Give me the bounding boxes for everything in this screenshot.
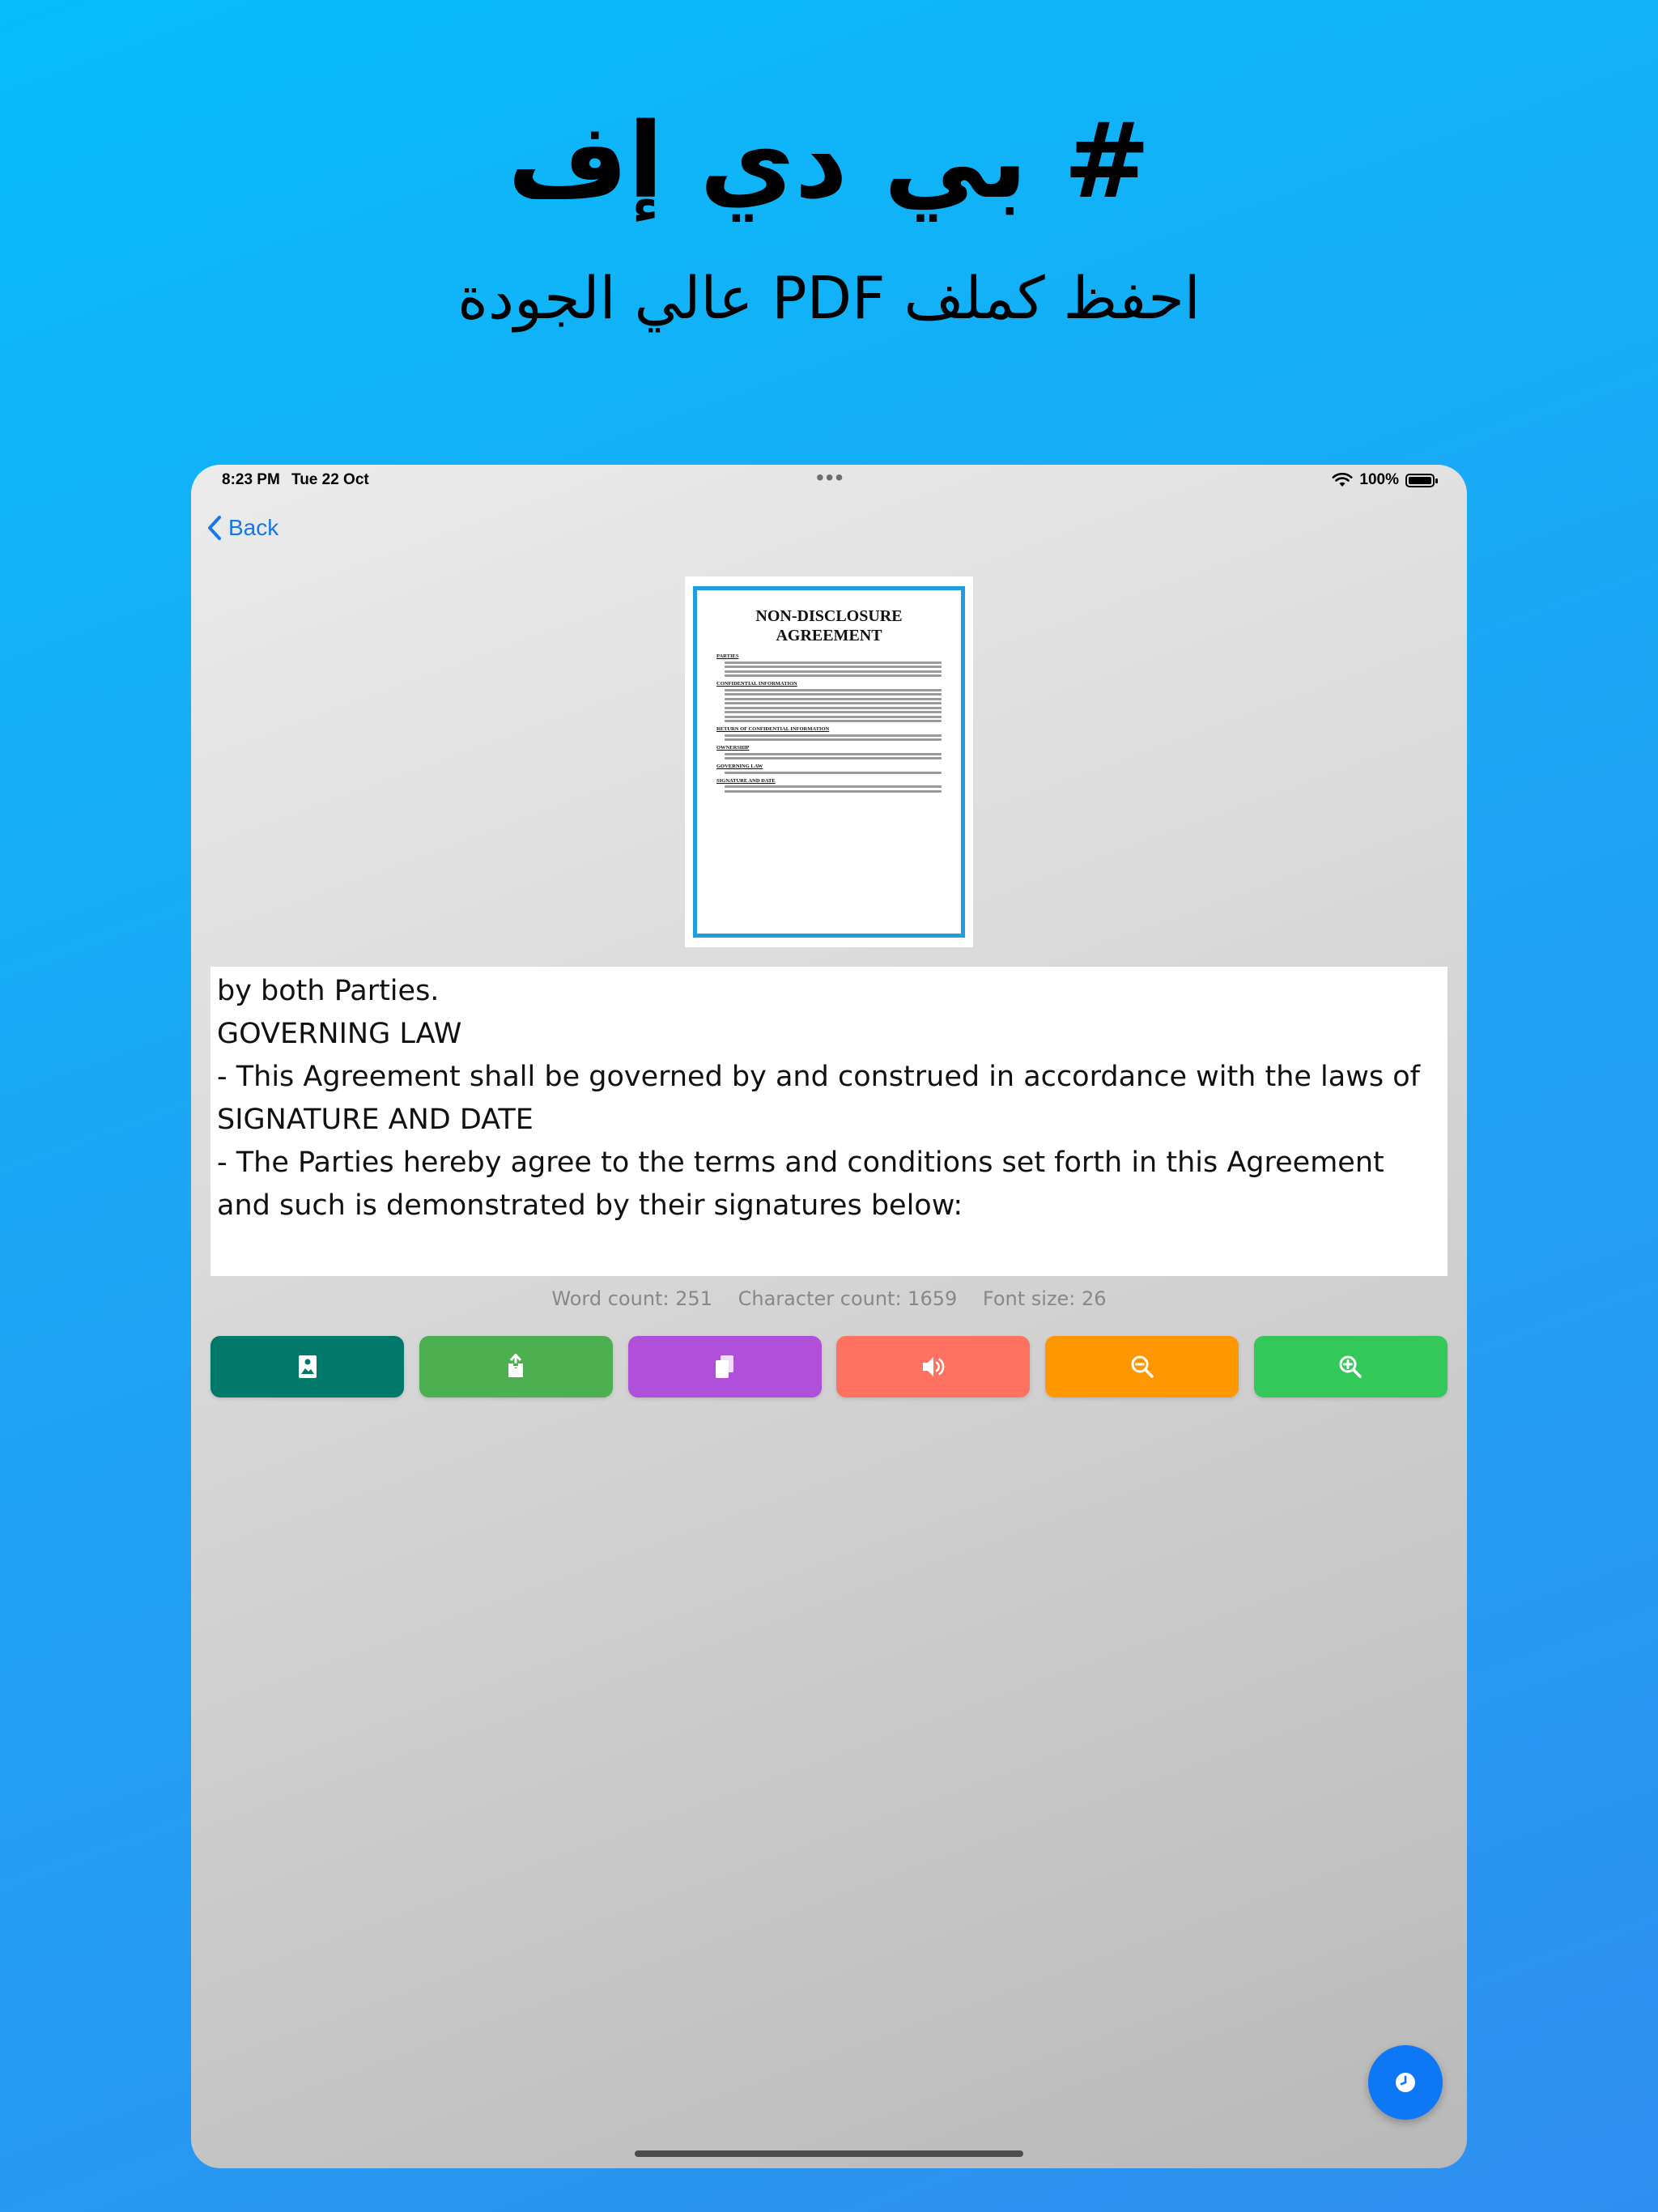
pdf-title [716, 606, 942, 645]
zoom-out-icon [1129, 1353, 1156, 1380]
font-size-readout: Font size: 26 [982, 1287, 1107, 1310]
read-aloud-button[interactable] [836, 1336, 1030, 1397]
extracted-text-area[interactable] [210, 967, 1448, 1276]
status-indicators [1332, 471, 1435, 489]
zoom-in-icon [1337, 1353, 1364, 1380]
history-fab-button[interactable] [1368, 2045, 1443, 2120]
pdf-section-heading: GOVERNING LAW [716, 764, 763, 769]
pdf-section-heading: SIGNATURE AND DATE [716, 777, 776, 784]
promo-title: # بي دي إف [507, 101, 1151, 222]
copy-icon [711, 1353, 738, 1380]
word-count: Word count: 251 [551, 1287, 712, 1310]
text-line: - The Parties hereby agree to the terms and conditions set forth in this Agreement and such is demonstrated by their signatures below: [217, 1146, 1384, 1222]
share-icon [502, 1353, 529, 1380]
battery-icon [1405, 474, 1435, 487]
status-date: Tue 22 Oct [291, 471, 369, 488]
pdf-section-heading: RETURN OF CONFIDENTIAL INFORMATION [716, 726, 830, 732]
speaker-icon [920, 1353, 947, 1380]
zoom-out-button[interactable] [1045, 1336, 1239, 1397]
zoom-in-button[interactable] [1254, 1336, 1448, 1397]
wifi-icon [1332, 473, 1353, 487]
pdf-title-line-1: NON-DISCLOSURE [755, 607, 903, 625]
text-line: GOVERNING LAW [217, 1018, 462, 1050]
pdf-page-frame [693, 586, 965, 938]
save-image-button[interactable] [210, 1336, 404, 1397]
share-button[interactable] [419, 1336, 613, 1397]
status-time: 8:23 PM [222, 471, 280, 488]
character-count: Character count: 1659 [738, 1287, 958, 1310]
copy-button[interactable] [628, 1336, 822, 1397]
pdf-section-heading: PARTIES [716, 653, 739, 659]
multitasking-dots-icon[interactable]: ••• [816, 465, 845, 490]
chevron-left-icon [206, 514, 223, 542]
text-stats [191, 1284, 1467, 1313]
back-button[interactable] [206, 510, 278, 546]
status-bar [191, 465, 1467, 494]
text-line: SIGNATURE AND DATE [217, 1104, 534, 1136]
image-document-icon [294, 1353, 321, 1380]
back-label: Back [228, 515, 279, 540]
clock-icon [1394, 2071, 1417, 2094]
pdf-section-heading: CONFIDENTIAL INFORMATION [716, 681, 797, 687]
device-screen [191, 465, 1467, 2168]
text-line: by both Parties. [217, 975, 440, 1007]
promo-subtitle: احفظ كملف PDF عالي الجودة [457, 264, 1201, 332]
action-toolbar [210, 1336, 1448, 1397]
battery-percent: 100% [1359, 471, 1399, 488]
pdf-preview-thumbnail[interactable] [685, 576, 973, 947]
text-line: - This Agreement shall be governed by and construed in accordance with the laws of [217, 1061, 1420, 1093]
home-indicator[interactable] [635, 2150, 1023, 2157]
pdf-section-heading: OWNERSHIP [716, 745, 750, 751]
pdf-title-line-2: AGREEMENT [776, 627, 882, 644]
